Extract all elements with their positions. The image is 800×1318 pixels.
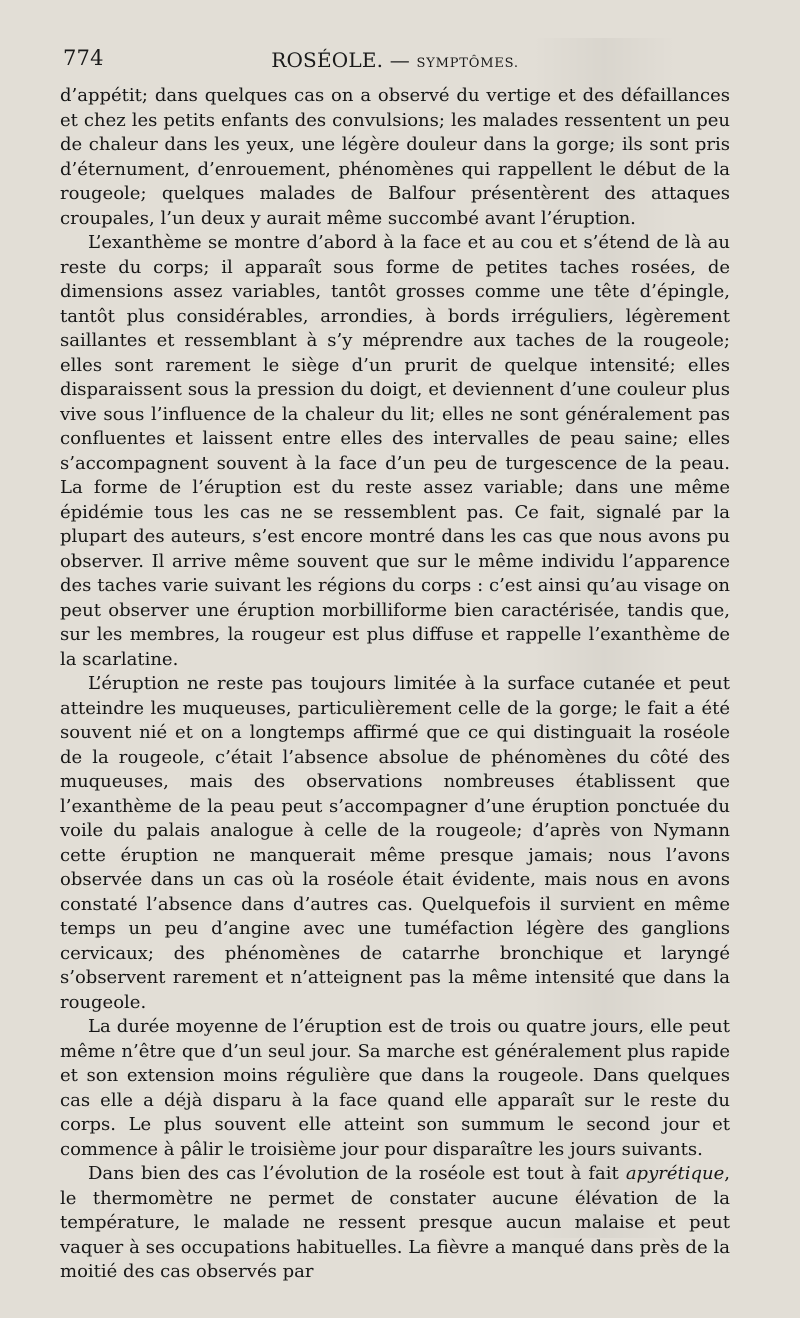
running-head-subtitle: SYMPTÔMES. <box>416 56 519 71</box>
running-head-title: ROSÉOLE. <box>271 48 384 72</box>
paragraph-4: La durée moyenne de l’éruption est de trois ou quatre jours, elle peut même n’être que d’un seul jour. Sa marche est généralement plus rapide et son extension moins régulière que dans la rougeole. Dans quelques cas elle a déjà disparu à la face quand elle apparaît sur le reste du corps. Le plus souvent elle atteint son summum le second jour et commence à pâlir le troisième jour pour disparaître les jours suivants. <box>60 1016 730 1160</box>
paragraph-1: d’appétit; dans quelques cas on a observé du vertige et des défaillances et chez les petits enfants des convulsions; les malades ressentent un peu de chaleur dans les yeux, une légère douleur dans la gorge; ils sont pris d’éternument, d’enrouement, phénomènes qui rappellent le début de la rougeole; quelques malades de Balfour présentèrent des attaques croupales, l’un deux y aurait même succombé avant l’éruption. <box>60 85 730 229</box>
paragraph-5-text-after: , le thermomètre ne permet de constater aucune élévation de la température, le malade ne ressent presque aucun malaise et peut vaquer à ses occupations habituelles. La fièvre a manqué dans près de la moitié des cas observés par <box>60 1163 730 1282</box>
running-head-separator: — <box>383 48 417 72</box>
paragraph-5 <box>60 1162 730 1285</box>
paragraph-5-text-before: Dans bien des cas l’évolution de la roséole est tout à fait <box>88 1163 626 1184</box>
page-header <box>60 44 730 78</box>
paragraph-3: L’éruption ne reste pas toujours limitée à la surface cutanée et peut atteindre les muqueuses, particulièrement celle de la gorge; le fait a été souvent nié et on a longtemps affirmé que ce qui distinguait la roséole de la rougeole, c’était l’absence absolue de phénomènes du côté des muqueuses, mais des observations nombreuses établissent que l’exanthème de la peau peut s’accompagner d’une éruption ponctuée du voile du palais analogue à celle de la rougeole; d’après von Nymann cette éruption ne manquerait même presque jamais; nous l’avons observée dans un cas où la roséole était évidente, mais nous en avons constaté l’absence dans d’autres cas. Quelquefois il survient en même temps un peu d’angine avec une tuméfaction légère des ganglions cervicaux; des phénomènes de catarrhe bronchique et laryngé s’observent rarement et n’atteignent pas la même intensité que dans la rougeole. <box>60 673 730 1013</box>
paragraph-5-italic-term: apyrétique <box>625 1163 725 1184</box>
paragraph-2: L’exanthème se montre d’abord à la face et au cou et s’étend de là au reste du corps; il apparaît sous forme de petites taches rosées, de dimensions assez variables, tantôt grosses comme une tête d’épingle, tantôt plus considérables, arrondies, à bords irréguliers, légèrement saillantes et ressemblant à s’y méprendre aux taches de la rougeole; elles sont rarement le siège d’un prurit de quelque intensité; elles disparaissent sous la pression du doigt, et deviennent d’une couleur plus vive sous l’influence de la chaleur du lit; elles ne sont généralement pas confluentes et laissent entre elles des intervalles de peau saine; elles s’accompagnent souvent à la face d’un peu de turgescence de la peau. La forme de l’éruption est du reste assez variable; dans une même épidémie tous les cas ne se ressemblent pas. Ce fait, signalé par la plupart des auteurs, s’est encore montré dans les cas que nous avons pu observer. Il arrive même souvent que sur le même individu l’apparence des taches varie suivant les régions du corps : c’est ainsi qu’au visage on peut observer une éruption morbilliforme bien caractérisée, tandis que, sur les membres, la rougeur est plus diffuse et rappelle l’exanthème de la scarlatine. <box>60 232 730 670</box>
page-number: 774 <box>63 46 104 70</box>
running-head <box>60 48 730 72</box>
body-text <box>60 84 730 1285</box>
